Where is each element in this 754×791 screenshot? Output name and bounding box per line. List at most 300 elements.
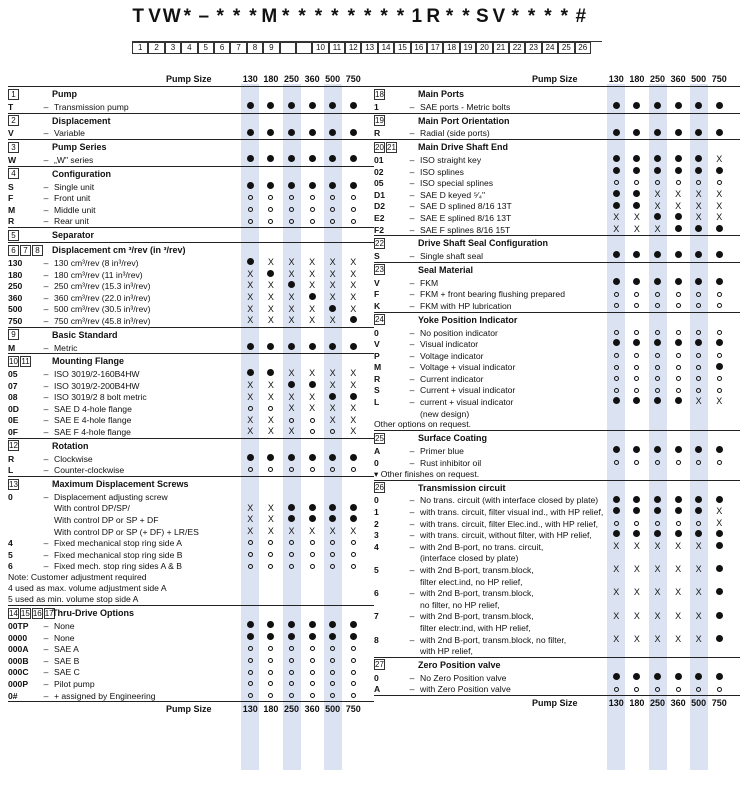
dash: –: [409, 672, 415, 683]
dash: –: [409, 684, 415, 695]
option-mark: [668, 362, 689, 374]
section-title: Displacement: [52, 115, 111, 126]
option-text: ISO 3019/2-200B4HW: [54, 380, 140, 391]
option-section: [374, 262, 740, 312]
option-row: [8, 453, 374, 465]
not-available-mark: X: [329, 315, 336, 326]
standard-mark: [343, 392, 364, 404]
option-mark: [302, 678, 323, 690]
code-char: *: [380, 6, 388, 27]
not-available-mark: X: [288, 268, 295, 279]
option-code: A: [374, 446, 381, 457]
option-text: Counter-clockwise: [54, 465, 125, 476]
dash: –: [409, 507, 415, 518]
option-mark: [302, 415, 323, 427]
option-code: R: [374, 128, 381, 139]
option-mark: [709, 300, 730, 312]
option-text: (interface closed by plate): [420, 553, 519, 564]
standard-mark: [322, 154, 343, 166]
dash: –: [409, 128, 415, 139]
option-mark: [322, 549, 343, 561]
option-row: [374, 445, 740, 457]
standard-mark: [322, 342, 343, 354]
option-code: 750: [8, 315, 23, 326]
not-available-mark: X: [350, 257, 357, 268]
option-code: 07: [8, 380, 18, 391]
option-code: 08: [8, 392, 18, 403]
standard-mark: [343, 154, 364, 166]
option-text: Fixed mechanical stop ring side B: [54, 549, 183, 560]
option-mark: [606, 327, 627, 339]
option-mark: [261, 643, 282, 655]
option-code: 4: [374, 541, 379, 552]
dash: –: [43, 538, 49, 549]
standard-mark: [688, 166, 709, 178]
standard-mark: [302, 620, 323, 632]
option-code: S: [374, 251, 380, 262]
option-text: No trans. circuit (with interface closed by plate): [420, 495, 599, 506]
option-mark: [240, 667, 261, 679]
option-section: [8, 86, 374, 113]
option-mark: [647, 457, 668, 469]
option-section: [374, 86, 740, 113]
option-code: 02: [374, 166, 384, 177]
size-label: 750: [711, 74, 727, 84]
option-mark: [688, 362, 709, 374]
standard-mark: [606, 250, 627, 262]
dash: –: [409, 300, 415, 311]
option-mark: [240, 216, 261, 228]
dash: –: [43, 415, 49, 426]
option-mark: [281, 678, 302, 690]
not-available-mark: X: [695, 541, 702, 552]
standard-mark: [606, 396, 627, 408]
option-mark: [302, 464, 323, 476]
option-mark: [281, 537, 302, 549]
option-mark: [302, 192, 323, 204]
option-row: [374, 645, 740, 657]
standard-mark: [647, 529, 668, 541]
option-row: [8, 643, 374, 655]
not-available-mark: X: [247, 391, 254, 402]
option-code: 0: [374, 672, 379, 683]
position-box: 9: [263, 42, 279, 54]
standard-mark: [647, 212, 668, 224]
standard-mark: [261, 368, 282, 380]
option-row: [8, 292, 374, 304]
option-text: 130 cm³/rev (8 in³/rev): [54, 257, 139, 268]
option-mark: [668, 327, 689, 339]
standard-mark: [627, 101, 648, 113]
code-char: W: [162, 6, 181, 27]
not-available-mark: X: [329, 368, 336, 379]
standard-mark: [668, 495, 689, 507]
not-available-mark: X: [329, 280, 336, 291]
option-row: [8, 128, 374, 140]
option-text: with 2nd B-port, no trans. circuit,: [420, 541, 544, 552]
option-row: [374, 338, 740, 350]
option-section: [374, 235, 740, 262]
dash: –: [409, 457, 415, 468]
standard-mark: [709, 101, 730, 113]
not-available-mark: X: [329, 414, 336, 425]
option-text: Visual indicator: [420, 339, 479, 350]
option-mark: [261, 403, 282, 415]
standard-mark: [668, 277, 689, 289]
position-number: 3: [8, 142, 19, 153]
option-code: 00TP: [8, 621, 29, 632]
option-code: 000B: [8, 655, 29, 666]
option-mark: [281, 655, 302, 667]
option-code: 0: [374, 327, 379, 338]
dash: –: [43, 128, 49, 139]
option-mark: [709, 289, 730, 301]
not-available-mark: X: [247, 379, 254, 390]
standard-mark: [302, 632, 323, 644]
option-row: [374, 541, 740, 553]
not-available-mark: X: [309, 315, 316, 326]
not-available-mark: X: [613, 223, 620, 234]
standard-mark: [647, 101, 668, 113]
option-mark: [281, 549, 302, 561]
option-mark: [709, 327, 730, 339]
option-mark: [322, 667, 343, 679]
option-row: [8, 526, 374, 538]
position-number: 6: [8, 245, 19, 256]
option-mark: [322, 678, 343, 690]
dash: –: [409, 154, 415, 165]
option-code: 130: [8, 257, 23, 268]
code-char: *: [396, 6, 405, 27]
position-number: 1: [8, 89, 19, 100]
option-mark: [261, 204, 282, 216]
option-text: with trans. circuit, filter Elec.ind., with HP relief,: [420, 518, 598, 529]
not-available-mark: X: [309, 257, 316, 268]
standard-mark: [281, 154, 302, 166]
option-mark: [627, 373, 648, 385]
position-box: 17: [427, 42, 443, 54]
standard-mark: [627, 338, 648, 350]
section-title: Yoke Position Indicator: [418, 314, 518, 325]
standard-mark: [281, 453, 302, 465]
option-text: 360 cm³/rev (22.0 in³/rev): [54, 292, 151, 303]
size-label: 180: [263, 74, 279, 84]
pump-size-header: [374, 74, 740, 86]
option-code: E2: [374, 212, 385, 223]
standard-mark: [606, 338, 627, 350]
standard-mark: [240, 181, 261, 193]
option-row: [8, 561, 374, 573]
standard-mark: [606, 101, 627, 113]
standard-mark: [606, 445, 627, 457]
standard-mark: [688, 529, 709, 541]
standard-mark: [343, 620, 364, 632]
option-mark: [627, 457, 648, 469]
option-code: 250: [8, 281, 23, 292]
option-row: [8, 678, 374, 690]
position-number: 21: [387, 142, 396, 152]
not-available-mark: X: [247, 426, 254, 437]
not-available-mark: X: [329, 403, 336, 414]
option-mark: [688, 300, 709, 312]
pump-size-label: Pump Size: [532, 698, 578, 709]
size-label: 180: [629, 74, 645, 84]
standard-mark: [240, 632, 261, 644]
not-available-mark: X: [350, 379, 357, 390]
option-text: Single unit: [54, 181, 95, 192]
standard-mark: [261, 632, 282, 644]
position-box: 3: [165, 42, 181, 54]
option-mark: [343, 204, 364, 216]
option-mark: [709, 373, 730, 385]
option-row: [374, 599, 740, 611]
not-available-mark: X: [247, 268, 254, 279]
option-mark: [647, 385, 668, 397]
position-number: 17: [44, 608, 54, 618]
option-text: Fixed mech. stop ring sides A & B: [54, 561, 183, 572]
standard-mark: [302, 181, 323, 193]
option-mark: [627, 385, 648, 397]
dash: –: [409, 385, 415, 396]
option-mark: [627, 684, 648, 696]
size-label: 180: [263, 704, 279, 715]
section-title: Separator: [52, 230, 95, 241]
section-title: Surface Coating: [418, 433, 488, 444]
standard-mark: [322, 632, 343, 644]
not-available-mark: X: [716, 188, 723, 199]
standard-mark: [343, 181, 364, 193]
code-char: V: [148, 6, 161, 27]
size-label: 750: [345, 74, 361, 84]
standard-mark: [627, 396, 648, 408]
option-mark: [709, 684, 730, 696]
option-section: [8, 353, 374, 438]
option-section: [8, 166, 374, 227]
dash: –: [409, 101, 415, 112]
standard-mark: [647, 338, 668, 350]
code-char: *: [445, 6, 454, 27]
code-char: *: [331, 6, 339, 27]
option-text: Radial (side ports): [420, 128, 490, 139]
standard-mark: [709, 338, 730, 350]
option-row: [374, 154, 740, 166]
option-mark: [261, 549, 282, 561]
standard-mark: [281, 620, 302, 632]
not-available-mark: X: [654, 610, 661, 621]
not-available-mark: X: [288, 426, 295, 437]
standard-mark: [302, 292, 323, 304]
option-row: [374, 300, 740, 312]
option-text: + assigned by Engineering: [54, 690, 156, 701]
option-mark: [668, 684, 689, 696]
dash: –: [43, 304, 49, 315]
option-text: No Zero Position valve: [420, 672, 507, 683]
option-code: 1: [374, 507, 379, 518]
not-available-mark: X: [247, 502, 254, 513]
dash: –: [409, 362, 415, 373]
dash: –: [43, 632, 49, 643]
option-text: SAE E 4-hole flange: [54, 415, 132, 426]
size-label: 180: [629, 698, 645, 709]
standard-mark: [281, 632, 302, 644]
option-mark: [343, 549, 364, 561]
option-row: [8, 491, 374, 503]
option-mark: [281, 415, 302, 427]
option-mark: [647, 177, 668, 189]
option-mark: [302, 537, 323, 549]
position-box: 4: [181, 42, 197, 54]
size-label: 360: [670, 74, 686, 84]
option-row: [8, 368, 374, 380]
dash: –: [43, 269, 49, 280]
section-title: Seal Material: [418, 264, 474, 275]
standard-mark: [343, 453, 364, 465]
position-number: 19: [375, 116, 384, 126]
option-mark: [343, 216, 364, 228]
standard-mark: [647, 672, 668, 684]
not-available-mark: X: [716, 154, 723, 165]
option-text: „W" series: [54, 154, 94, 165]
option-text: with trans. circuit, filter visual ind., with HP relief,: [420, 507, 604, 518]
standard-mark: [647, 506, 668, 518]
dash: –: [409, 201, 415, 212]
option-text: no filter, no HP relief,: [420, 599, 500, 610]
option-mark: [281, 204, 302, 216]
standard-mark: [688, 224, 709, 236]
dash: –: [43, 561, 49, 572]
option-text: ISO special splines: [420, 178, 494, 189]
not-available-mark: X: [633, 610, 640, 621]
option-mark: [240, 561, 261, 573]
dash: –: [409, 327, 415, 338]
dash: –: [43, 427, 49, 438]
not-available-mark: X: [675, 633, 682, 644]
dash: –: [409, 224, 415, 235]
option-text: Displacement adjusting screw: [54, 491, 168, 502]
option-text: Current indicator: [420, 373, 484, 384]
not-available-mark: X: [247, 315, 254, 326]
option-mark: [606, 684, 627, 696]
position-number: 26: [375, 483, 384, 493]
option-row: [8, 257, 374, 269]
standard-mark: [343, 315, 364, 327]
standard-mark: [668, 101, 689, 113]
position-number: 9: [8, 329, 19, 340]
option-text: Current + visual indicator: [420, 385, 516, 396]
option-mark: [343, 667, 364, 679]
option-mark: [627, 300, 648, 312]
not-available-mark: X: [267, 426, 274, 437]
position-box: 8: [247, 42, 263, 54]
option-text: with 2nd B-port, transm.block,: [420, 588, 534, 599]
standard-mark: [709, 250, 730, 262]
code-char: *: [462, 6, 470, 27]
option-row: [374, 684, 740, 696]
option-code: 05: [8, 369, 18, 380]
position-box: 18: [443, 42, 459, 54]
standard-mark: [709, 541, 730, 553]
position-box: 26: [575, 42, 591, 54]
option-code: K: [374, 300, 381, 311]
option-mark: [302, 216, 323, 228]
standard-mark: [261, 154, 282, 166]
option-row: [374, 529, 740, 541]
option-text: Voltage + visual indicator: [420, 362, 516, 373]
standard-mark: [688, 101, 709, 113]
standard-mark: [709, 362, 730, 374]
option-row: [8, 269, 374, 281]
size-label: 500: [691, 74, 707, 84]
code-char: *: [183, 6, 192, 27]
code-char: S: [476, 6, 489, 27]
pump-size-header: [8, 74, 374, 86]
option-text: with Zero Position valve: [420, 684, 511, 695]
dash: –: [43, 292, 49, 303]
option-row: [8, 392, 374, 404]
section-title: Zero Position valve: [418, 659, 501, 670]
not-available-mark: X: [309, 280, 316, 291]
option-row: [374, 373, 740, 385]
position-box: 7: [230, 42, 246, 54]
dash: –: [43, 181, 49, 192]
option-code: A: [374, 684, 381, 695]
option-text: with 2nd B-port, transm.block, no filter,: [420, 634, 567, 645]
dash: –: [43, 257, 49, 268]
standard-mark: [688, 338, 709, 350]
option-row: [374, 166, 740, 178]
option-text: SAE F 4-hole flange: [54, 427, 131, 438]
option-mark: [668, 177, 689, 189]
standard-mark: [322, 392, 343, 404]
position-boxes: [132, 42, 591, 54]
position-number: 14: [9, 608, 18, 618]
standard-mark: [709, 564, 730, 576]
option-text: Variable: [54, 128, 85, 139]
not-available-mark: X: [675, 541, 682, 552]
option-row: [8, 304, 374, 316]
option-code: 7: [374, 611, 379, 622]
dash: –: [409, 212, 415, 223]
standard-mark: [281, 380, 302, 392]
option-mark: [688, 373, 709, 385]
dash: –: [409, 397, 415, 408]
not-available-mark: X: [309, 525, 316, 536]
position-number: 25: [375, 433, 384, 443]
option-row: [8, 415, 374, 427]
section-title: Pump Series: [52, 142, 107, 153]
code-char: *: [249, 6, 257, 27]
not-available-mark: X: [695, 564, 702, 575]
standard-mark: [281, 128, 302, 140]
standard-mark: [322, 514, 343, 526]
option-mark: [322, 643, 343, 655]
option-text: Rust inhibitor oil: [420, 457, 482, 468]
option-row: [8, 216, 374, 228]
option-mark: [343, 192, 364, 204]
option-mark: [240, 690, 261, 702]
option-section: [8, 113, 374, 140]
option-code: P: [374, 350, 380, 361]
dash: –: [43, 491, 49, 502]
option-code: F: [8, 193, 14, 204]
standard-mark: [709, 672, 730, 684]
standard-mark: [322, 181, 343, 193]
option-mark: [688, 327, 709, 339]
standard-mark: [688, 277, 709, 289]
option-mark: [606, 177, 627, 189]
not-available-mark: X: [654, 188, 661, 199]
dash: –: [43, 101, 49, 112]
